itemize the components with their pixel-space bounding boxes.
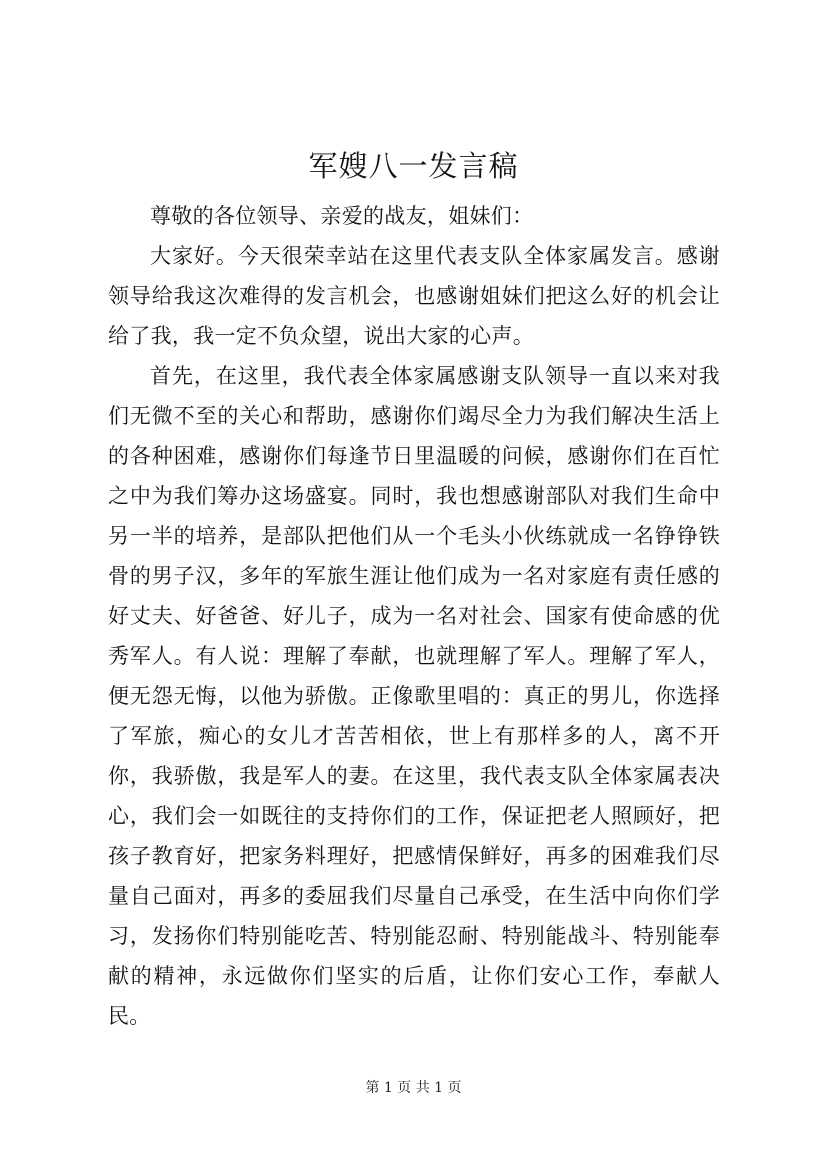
salutation-paragraph: 尊敬的各位领导、亲爱的战友，姐妹们： bbox=[150, 204, 534, 228]
document-body bbox=[108, 196, 720, 1036]
document-title: 军嫂八一发言稿 bbox=[308, 149, 519, 183]
greeting-paragraph: 大家好。今天很荣幸站在这里代表支队全体家属发言。感谢领导给我这次难得的发言机会，也感谢姐妹们把这么好的机会让给了我，我一定不负众望，说出大家的心声。 bbox=[108, 244, 720, 348]
main-paragraph: 首先，在这里，我代表全体家属感谢支队领导一直以来对我们无微不至的关心和帮助，感谢你们竭尽全力为我们解决生活上的各种困难，感谢你们每逢节日里温暖的问候，感谢你们在百忙之中为我们筹办这场盛宴。同时，我也想感谢部队对我们生命中另一半的培养，是部队把他们从一个毛头小伙练就成一名铮铮铁骨的男子汉，多年的军旅生涯让他们成为一名对家庭有责任感的好丈夫、好爸爸、好儿子，成为一名对社会、国家有使命感的优秀军人。有人说：理解了奉献，也就理解了军人。理解了军人，便无怨无悔，以他为骄傲。正像歌里唱的：真正的男儿，你选择了军旅，痴心的女儿才苦苦相依，世上有那样多的人，离不开你，我骄傲，我是军人的妻。在这里，我代表支队全体家属表决心，我们会一如既往的支持你们的工作，保证把老人照顾好，把孩子教育好，把家务料理好，把感情保鲜好，再多的困难我们尽量自己面对，再多的委屈我们尽量自己承受，在生活中向你们学习，发扬你们特别能吃苦、特别能忍耐、特别能战斗、特别能奉献的精神，永远做你们坚实的后盾，让你们安心工作，奉献人民。 bbox=[108, 364, 720, 1028]
page-number-footer: 第 1 页 共 1 页 bbox=[365, 1080, 462, 1096]
